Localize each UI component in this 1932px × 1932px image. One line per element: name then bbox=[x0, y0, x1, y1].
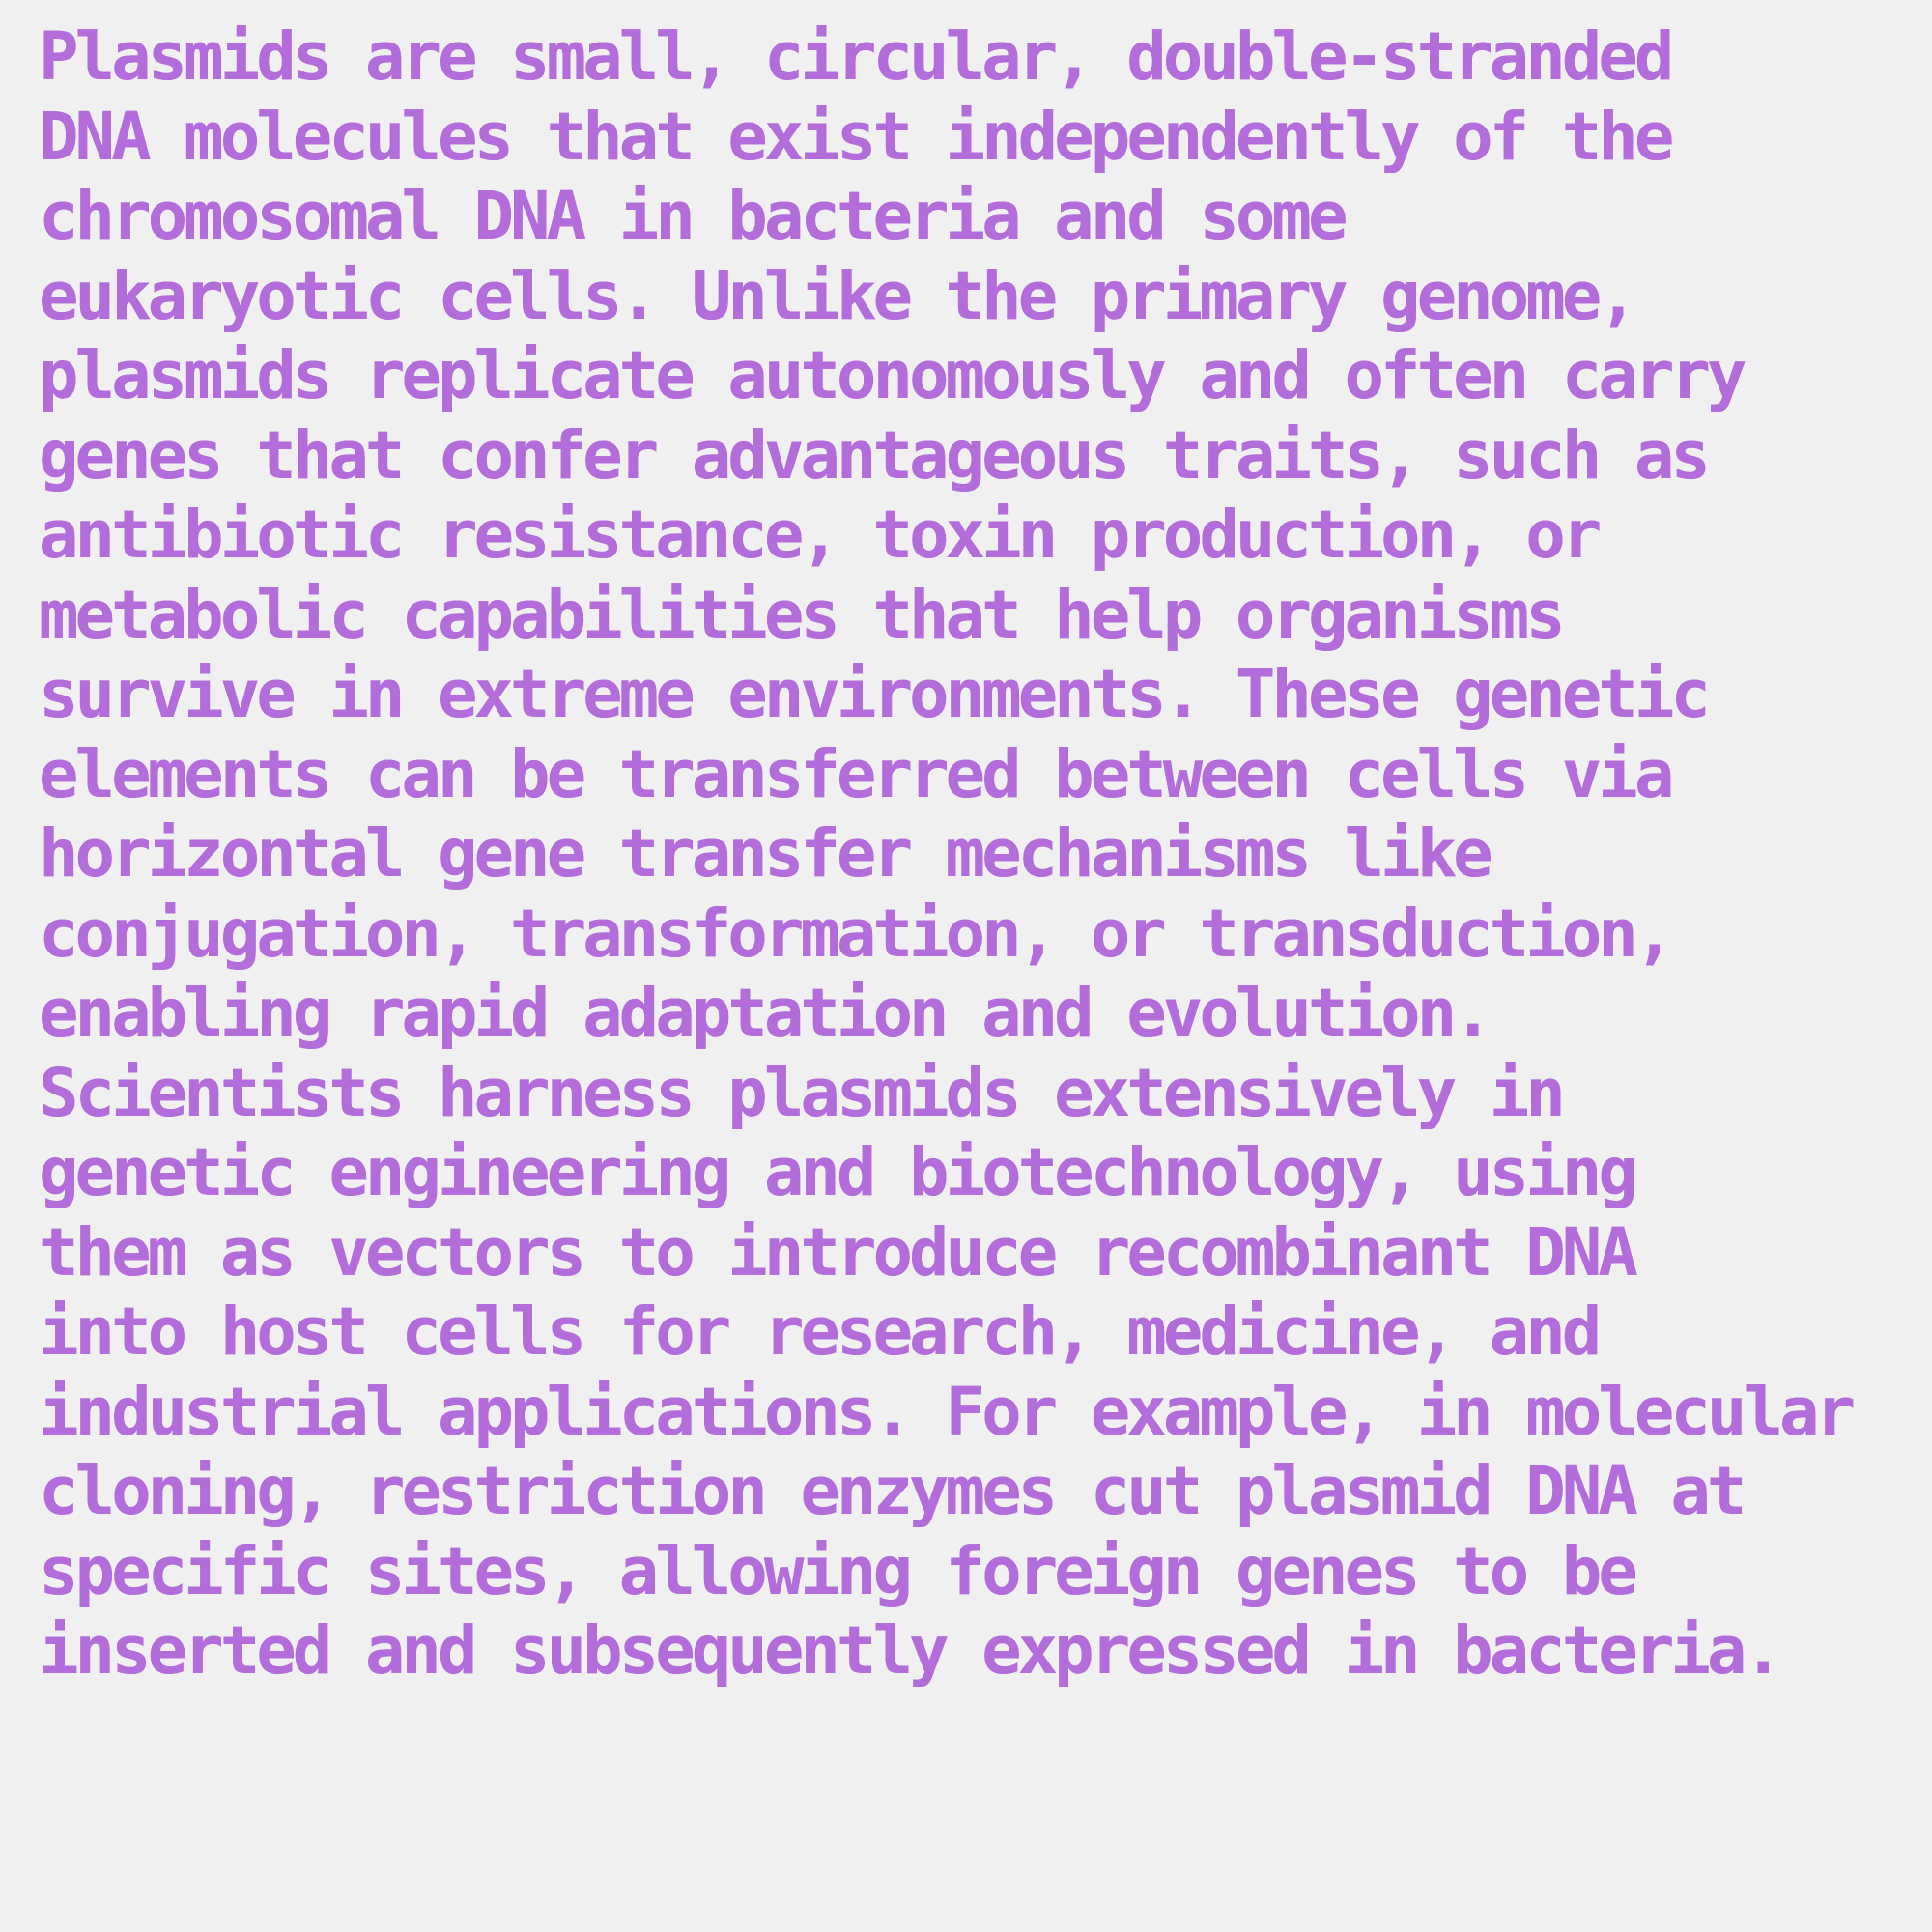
text-line: antibiotic resistance, toxin production, or bbox=[39, 497, 1599, 574]
text-line: specific sites, allowing foreign genes to be bbox=[39, 1532, 1634, 1610]
text-line: genes that confer advantageous traits, such as bbox=[39, 416, 1707, 495]
text-line: metabolic capabilities that help organisms bbox=[39, 576, 1562, 654]
text-line: Scientists harness plasmids extensively in bbox=[39, 1054, 1562, 1132]
text-line: chromosomal DNA in bacteria and some bbox=[39, 178, 1345, 255]
text-line: genetic engineering and biotechnology, using bbox=[39, 1134, 1634, 1211]
text-line: plasmids replicate autonomously and often carry bbox=[39, 337, 1744, 414]
text-line: inserted and subsequently expressed in bacteria. bbox=[39, 1612, 1779, 1690]
document-page bbox=[39, 17, 1922, 1911]
text-line: them as vectors to introduce recombinant DNA bbox=[39, 1213, 1634, 1292]
text-line: industrial applications. For example, in molecular bbox=[39, 1373, 1853, 1451]
text-line: Plasmids are small, circular, double-stranded bbox=[39, 18, 1671, 96]
text-line: conjugation, transformation, or transduction, bbox=[39, 895, 1671, 973]
text-line: DNA molecules that exist independently of the bbox=[39, 98, 1671, 176]
paragraph bbox=[39, 17, 1922, 1691]
text-line: eukaryotic cells. Unlike the primary genome, bbox=[39, 257, 1634, 335]
text-line: survive in extreme environments. These genetic bbox=[39, 656, 1707, 733]
text-line: into host cells for research, medicine, and bbox=[39, 1293, 1599, 1371]
text-line: cloning, restriction enzymes cut plasmid DNA at bbox=[39, 1453, 1744, 1530]
text-line: enabling rapid adaptation and evolution. bbox=[39, 975, 1490, 1052]
text-line: horizontal gene transfer mechanisms like bbox=[39, 815, 1490, 893]
text-line: elements can be transferred between cells via bbox=[39, 735, 1671, 813]
